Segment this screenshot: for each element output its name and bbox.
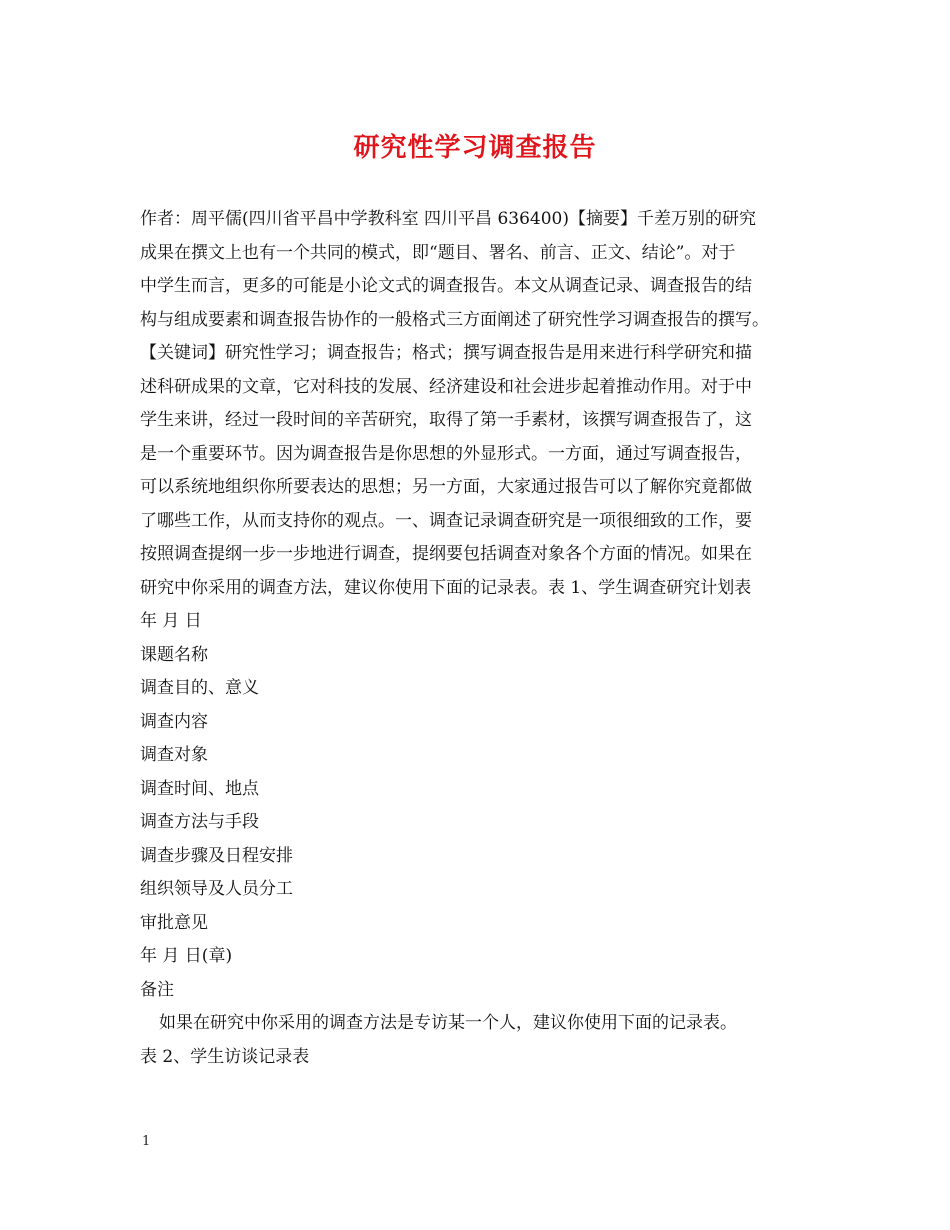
body-line: 可以系统地组织你所要表达的思想；另一方面，大家通过报告可以了解你究竟都做: [140, 477, 752, 497]
table-field-time-place: 调查时间、地点: [140, 778, 259, 799]
body-line: 如果在研究中你采用的调查方法是专访某一个人，建议你使用下面的记录表。: [159, 1013, 737, 1033]
body-line: 成果在撰文上也有一个共同的模式，即“题目、署名、前言、正文、结论”。对于: [140, 242, 736, 263]
document-title: 研究性学习调查报告: [353, 133, 597, 163]
table-field-notes: 备注: [140, 979, 174, 1000]
body-line: 研究中你采用的调查方法，建议你使用下面的记录表。表 1、学生调查研究计划表: [140, 577, 752, 598]
table-field-approval: 审批意见: [140, 912, 208, 933]
body-line: 构与组成要素和调查报告协作的一般格式三方面阐述了研究性学习调查报告的撰写。: [140, 309, 769, 330]
table-field-content: 调查内容: [140, 711, 208, 732]
table-field-method: 调查方法与手段: [140, 812, 259, 832]
table-field-schedule: 调查步骤及日程安排: [140, 845, 293, 866]
table-field-organization: 组织领导及人员分工: [140, 879, 293, 899]
table-date-line: 年 月 日: [140, 611, 202, 631]
body-line: 作者：周平儒(四川省平昌中学教科室 四川平昌 636400)【摘要】千差万别的研究: [140, 209, 756, 229]
page-number: 1: [142, 1134, 151, 1149]
table-caption: 表 2、学生访谈记录表: [140, 1046, 310, 1067]
body-line: 述科研成果的文章，它对科技的发展、经济建设和社会进步起着推动作用。对于中: [140, 376, 752, 397]
body-line: 中学生而言，更多的可能是小论文式的调查报告。本文从调查记录、调查报告的结: [140, 276, 752, 296]
body-line: 学生来讲，经过一段时间的辛苦研究，取得了第一手素材，该撰写调查报告了，这: [140, 410, 752, 430]
table-date-seal-line: 年 月 日(章): [140, 946, 233, 966]
document-body: [140, 203, 812, 1074]
table-field-subject: 调查对象: [140, 745, 208, 765]
table-field-purpose: 调查目的、意义: [140, 678, 259, 698]
body-line: 按照调查提纲一步一步地进行调查，提纲要包括调查对象各个方面的情况。如果在: [140, 544, 752, 564]
body-line: 是一个重要环节。因为调查报告是你思想的外显形式。一方面，通过写调查报告，: [140, 443, 752, 464]
body-line: 了哪些工作，从而支持你的观点。一、调查记录调查研究是一项很细致的工作，要: [140, 510, 752, 531]
table-field-topic: 课题名称: [140, 644, 208, 665]
body-line: 【关键词】研究性学习；调查报告；格式；撰写调查报告是用来进行科学研究和描: [140, 343, 752, 363]
